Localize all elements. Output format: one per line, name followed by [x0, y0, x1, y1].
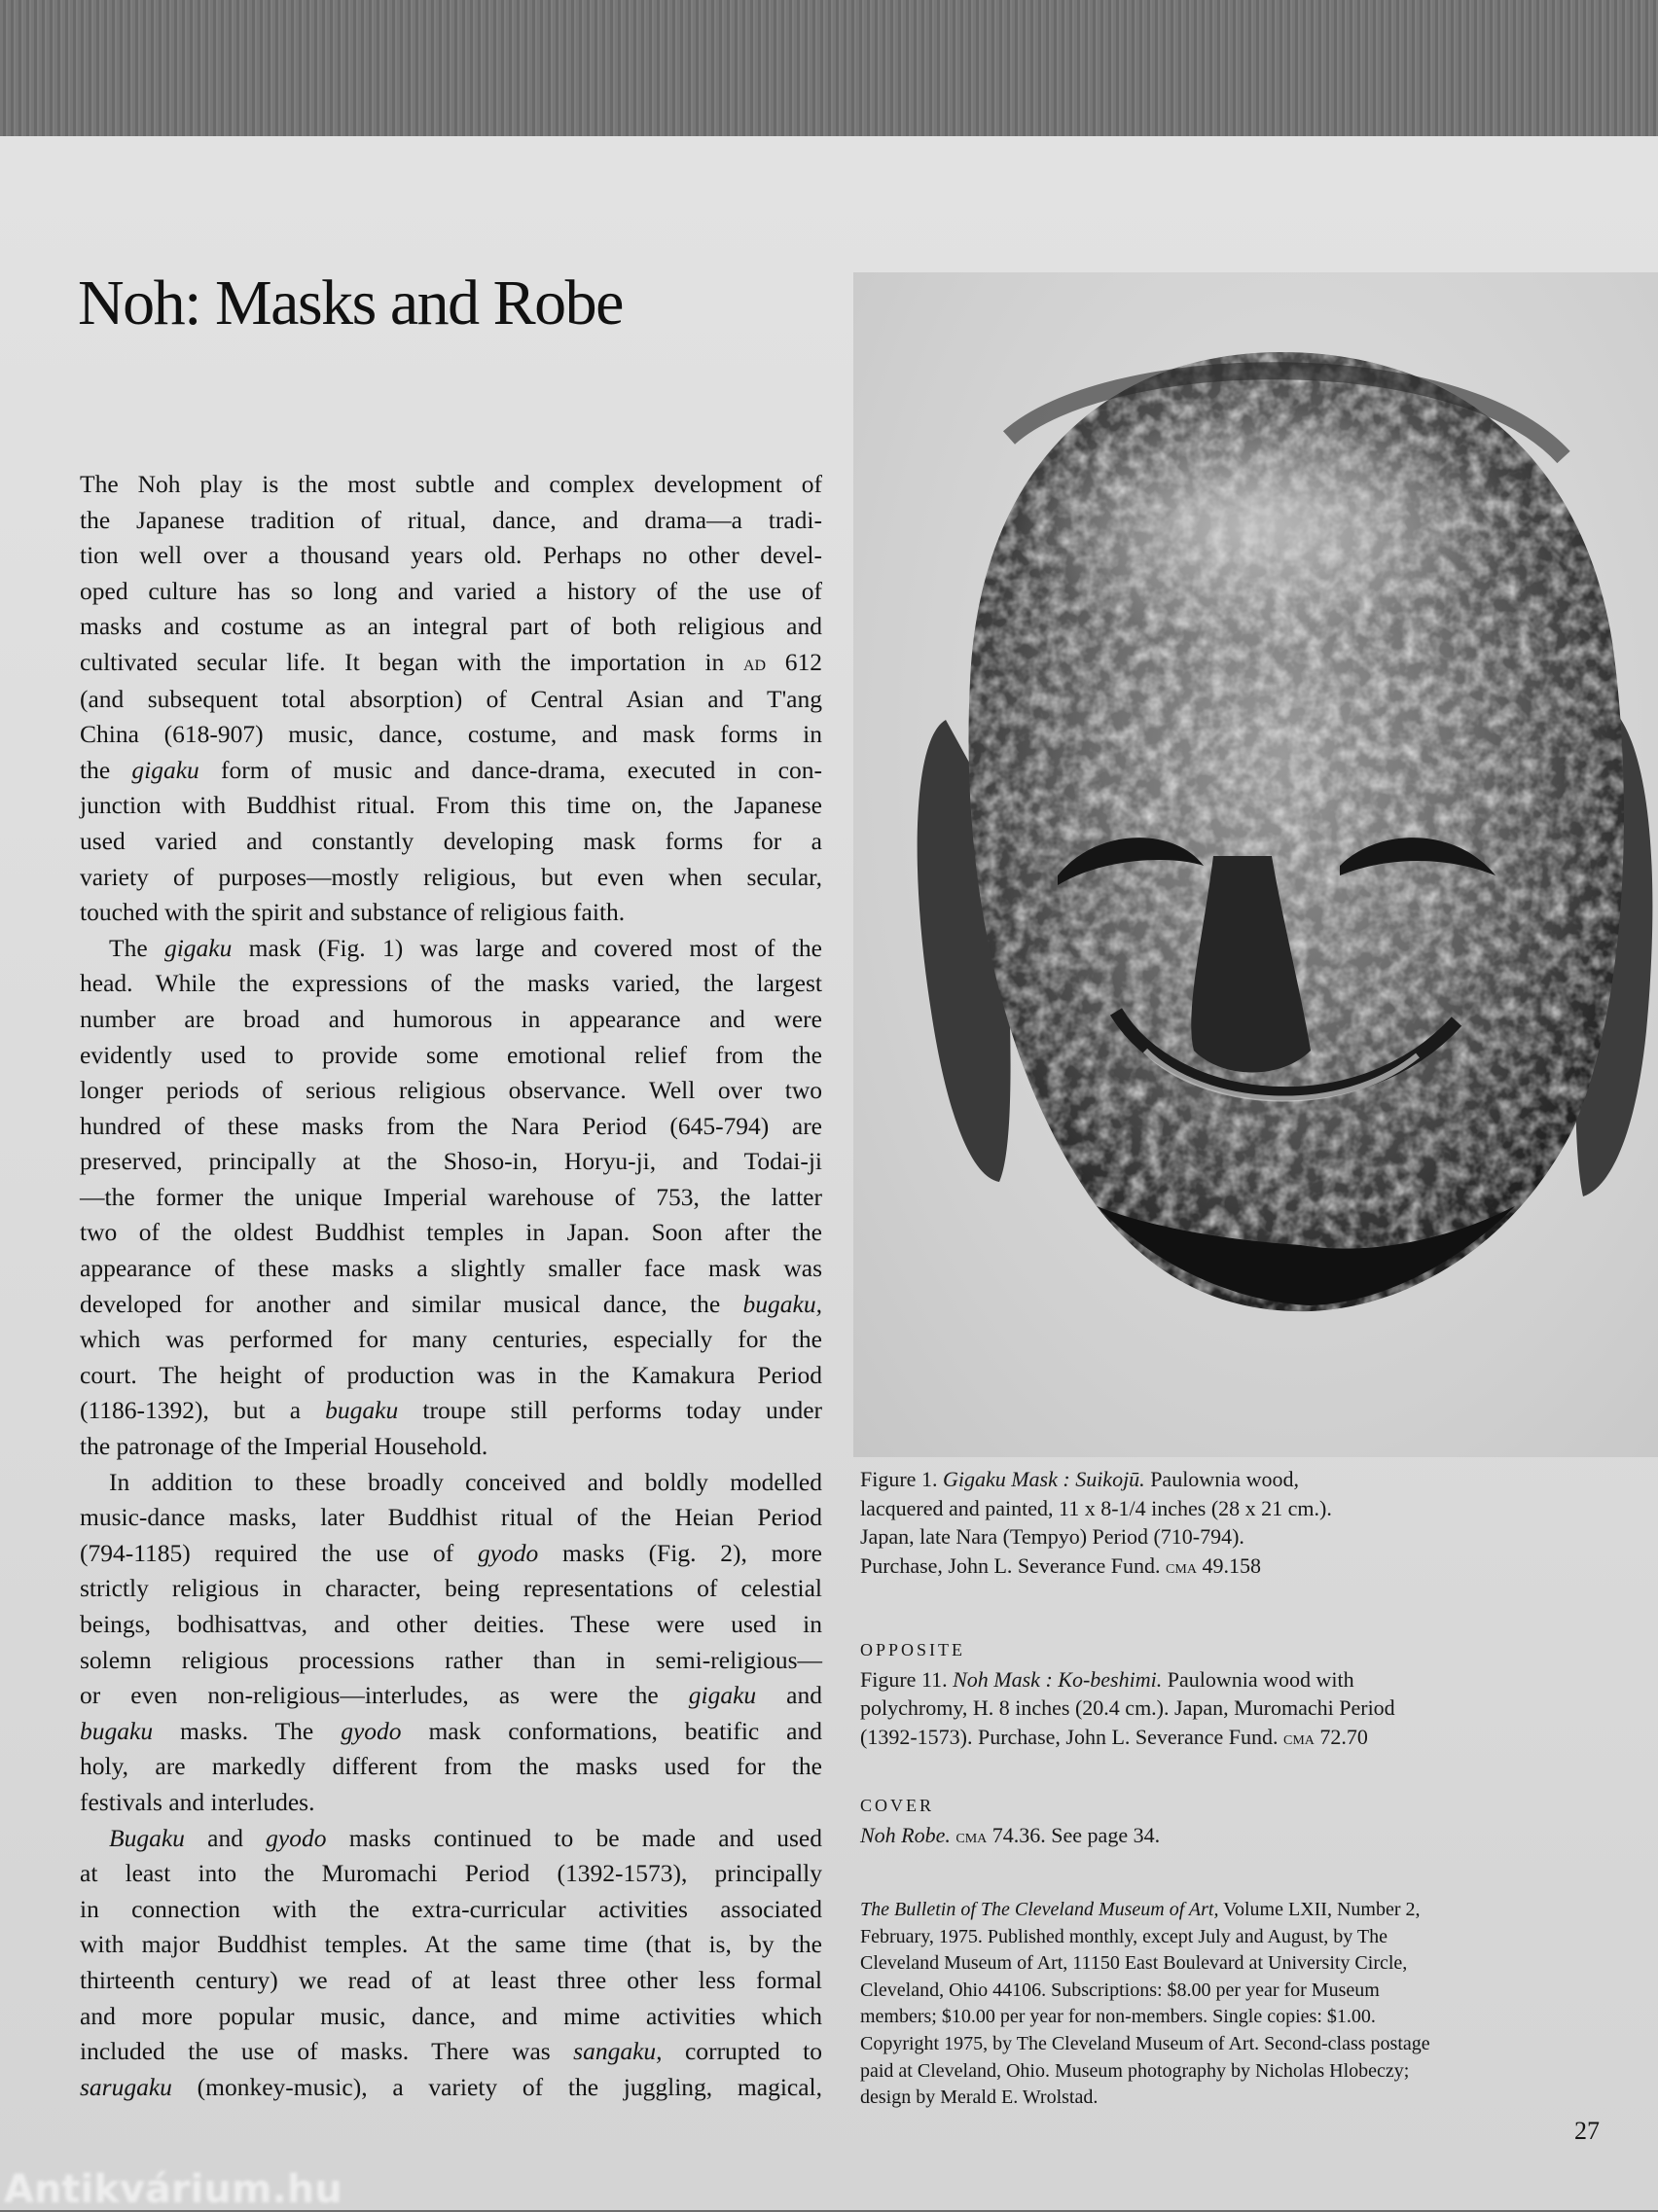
- text-run: festivals and interludes.: [80, 1787, 315, 1816]
- text-run: form of music and dance-drama, executed in con-: [198, 755, 822, 784]
- body-text-line: [80, 788, 822, 824]
- gigaku-mask-photo: [853, 272, 1658, 1457]
- text-run: solemn religious processions rather than in semi-religious—: [80, 1645, 822, 1674]
- opposite-label: OPPOSITE: [860, 1640, 966, 1659]
- text-run: paid at Cleveland, Ohio. Museum photography by Nicholas Hlobeczy;: [860, 2059, 1410, 2082]
- small-caps-text: ad: [742, 650, 767, 676]
- text-run: the Japanese tradition of ritual, dance, and drama—a tradi-: [80, 505, 822, 534]
- caption-line: [860, 1924, 1639, 1951]
- text-run: and more popular music, dance, and mime activities which: [80, 2001, 822, 2030]
- caption-line: [860, 1552, 1332, 1583]
- caption-line: [860, 2085, 1639, 2112]
- small-caps-text: cma: [955, 1825, 988, 1847]
- cover-caption: [860, 1792, 1160, 1851]
- text-run: the patronage of the Imperial Household.: [80, 1432, 488, 1461]
- text-run: Japan, late Nara (Tempyo) Period (710-794).: [860, 1524, 1244, 1549]
- text-run: beings, bodhisattvas, and other deities. These were used in: [80, 1610, 822, 1638]
- body-text-line: [80, 1643, 822, 1679]
- text-run: cultivated secular life. It began with the importation in: [80, 647, 743, 676]
- italic-text: Gigaku Mask : Suikojū.: [942, 1467, 1145, 1491]
- text-run: or even non-religious—interludes, as were the: [80, 1681, 689, 1710]
- body-text-line: [80, 609, 822, 645]
- italic-text: gigaku: [131, 755, 199, 784]
- text-run: Cleveland Museum of Art, 11150 East Boulevard at University Circle,: [860, 1952, 1408, 1975]
- article-body: [80, 467, 822, 2105]
- italic-text: gigaku: [163, 933, 233, 962]
- text-run: strictly religious in character, being representations of celestial: [80, 1574, 822, 1603]
- italic-text: bugaku: [80, 1716, 154, 1745]
- body-text-line: [80, 1287, 822, 1323]
- text-run: China (618-907) music, dance, costume, and mask forms in: [80, 720, 822, 749]
- text-run: court. The height of production was in the Kamakura Period: [80, 1360, 822, 1389]
- body-text-line: [80, 895, 822, 931]
- text-run: Figure 1.: [860, 1467, 943, 1491]
- text-run: tion well over a thousand years old. Perhaps no other devel-: [80, 541, 822, 570]
- small-caps-text: cma: [1283, 1727, 1315, 1749]
- text-run: members; $10.00 per year for non-members. Single copies: $1.00.: [860, 2006, 1376, 2028]
- body-text-line: [80, 1856, 822, 1892]
- text-run: Copyright 1975, by The Cleveland Museum of Art. Second-class postage: [860, 2032, 1430, 2054]
- body-text-line: [80, 682, 822, 718]
- body-text-line: [80, 538, 822, 574]
- text-run: preserved, principally at the Shoso-in, Horyu-ji, and Todai-ji: [80, 1147, 822, 1176]
- body-text-line: [80, 2034, 822, 2070]
- opposite-caption: [860, 1636, 1395, 1753]
- body-text-line: [80, 1607, 822, 1643]
- text-run: Volume LXII, Number 2,: [1218, 1899, 1421, 1920]
- italic-text: bugaku: [325, 1396, 399, 1425]
- text-run: the: [80, 755, 132, 784]
- italic-text: gyodo: [266, 1823, 327, 1852]
- text-run: touched with the spirit and substance of religious faith.: [80, 898, 626, 927]
- caption-line: [860, 1950, 1639, 1978]
- italic-text: Noh Robe.: [860, 1822, 951, 1847]
- body-text-line: [80, 1785, 822, 1821]
- body-text-line: [80, 1714, 822, 1750]
- text-run: evidently used to provide some emotional relief from the: [80, 1040, 822, 1069]
- text-run: Paulownia wood with: [1162, 1666, 1354, 1692]
- text-run: longer periods of serious religious observance. Well over two: [80, 1076, 822, 1105]
- text-run: mask (Fig. 1) was large and covered most of the: [232, 933, 822, 962]
- italic-text: sarugaku: [80, 2072, 172, 2101]
- text-run: oped culture has so long and varied a history of the use of: [80, 576, 822, 605]
- text-run: 612: [766, 647, 823, 676]
- page-title: Noh: Masks and Robe: [78, 268, 623, 339]
- body-text-line: [80, 1821, 822, 1857]
- small-caps-text: cma: [1166, 1555, 1197, 1578]
- page-number: 27: [1574, 2117, 1600, 2145]
- italic-text: gyodo: [477, 1538, 539, 1567]
- text-run: with major Buddhist temples. At the same time (that is, by the: [80, 1930, 822, 1959]
- body-text-line: [80, 1073, 822, 1109]
- body-text-line: [80, 1963, 822, 1999]
- body-text-line: [80, 753, 822, 789]
- body-text-line: [80, 1999, 822, 2035]
- text-run: corrupted to: [662, 2037, 822, 2066]
- body-text-line: [80, 1749, 822, 1785]
- text-run: used varied and constantly developing mask forms for a: [80, 826, 822, 855]
- body-text-line: [80, 1393, 822, 1429]
- text-run: The Noh play is the most subtle and complex development of: [80, 470, 822, 498]
- figure-1-caption: [860, 1465, 1332, 1582]
- italic-text: Noh Mask : Ko-beshimi.: [953, 1666, 1163, 1692]
- text-run: (1186-1392), but a: [80, 1396, 326, 1425]
- cover-label: COVER: [860, 1796, 935, 1815]
- figure-11-caption: [860, 1665, 1395, 1754]
- text-run: 74.36. See page 34.: [987, 1822, 1161, 1847]
- body-text-line: [80, 1536, 822, 1572]
- italic-text: gyodo: [341, 1716, 402, 1745]
- caption-line: [860, 1665, 1395, 1695]
- body-text-line: [80, 1892, 822, 1928]
- body-text-line: [80, 931, 822, 967]
- body-text-line: [80, 717, 822, 753]
- text-run: 72.70: [1314, 1724, 1368, 1749]
- text-run: in connection with the extra-curricular activities associated: [80, 1894, 822, 1923]
- text-run: appearance of these masks a slightly smaller face mask was: [80, 1254, 822, 1283]
- caption-line: [860, 2004, 1639, 2031]
- caption-line: [860, 2031, 1639, 2058]
- text-run: music-dance masks, later Buddhist ritual of the Heian Period: [80, 1503, 822, 1532]
- caption-line: [860, 1978, 1639, 2005]
- body-text-line: [80, 1429, 822, 1465]
- caption-line: [860, 1694, 1395, 1723]
- body-text-line: [80, 574, 822, 610]
- text-run: (1392-1573). Purchase, John L. Severance Fund.: [860, 1724, 1284, 1749]
- watermark-logo: Antikvárium.hu: [4, 2167, 342, 2212]
- text-run: mask conformations, beatific and: [401, 1716, 822, 1745]
- text-run: junction with Buddhist ritual. From this time on, the Japanese: [80, 791, 822, 820]
- italic-text: bugaku,: [742, 1289, 822, 1318]
- caption-line: [860, 1723, 1395, 1754]
- italic-text: gigaku: [688, 1681, 757, 1710]
- text-run: 49.158: [1196, 1552, 1261, 1578]
- text-run: number are broad and humorous in appearance and were: [80, 1004, 822, 1033]
- caption-line: [860, 1494, 1332, 1523]
- text-run: Cleveland, Ohio 44106. Subscriptions: $8.00 per year for Museum: [860, 1979, 1380, 2001]
- text-run: holy, are markedly different from the masks used for the: [80, 1752, 822, 1781]
- caption-line: [860, 1522, 1332, 1552]
- body-text-line: [80, 1322, 822, 1358]
- text-run: (794-1185) required the use of: [80, 1538, 478, 1567]
- text-run: masks and costume as an integral part of both religious and: [80, 612, 822, 641]
- body-text-line: [80, 966, 822, 1002]
- body-text-line: [80, 860, 822, 896]
- text-run: masks (Fig. 2), more: [538, 1538, 822, 1567]
- text-run: design by Merald E. Wrolstad.: [860, 2087, 1099, 2109]
- caption-line: [860, 1465, 1332, 1494]
- caption-line: [860, 1897, 1639, 1924]
- text-run: at least into the Muromachi Period (1392-1573), principally: [80, 1859, 822, 1888]
- body-text-line: [80, 1500, 822, 1536]
- text-run: masks continued to be made and used: [326, 1823, 822, 1852]
- text-run: hundred of these masks from the Nara Period (645-794) are: [80, 1111, 822, 1140]
- text-run: February, 1975. Published monthly, except July and August, by The: [860, 1925, 1388, 1947]
- body-text-line: [80, 1358, 822, 1394]
- caption-line: [860, 2058, 1639, 2086]
- italic-text: The Bulletin of The Cleveland Museum of Art,: [860, 1899, 1219, 1920]
- body-text-line: [80, 1215, 822, 1251]
- body-text-line: [80, 645, 822, 682]
- body-text-line: [80, 1180, 822, 1216]
- body-text-line: [80, 1038, 822, 1074]
- text-run: Paulownia wood,: [1144, 1467, 1299, 1491]
- body-text-line: [80, 1678, 822, 1714]
- body-text-line: [80, 467, 822, 503]
- text-run: and: [756, 1681, 822, 1710]
- body-text-line: [80, 824, 822, 860]
- text-run: thirteenth century) we read of at least three other less formal: [80, 1965, 822, 1994]
- text-run: lacquered and painted, 11 x 8-1/4 inches (28 x 21 cm.).: [860, 1495, 1332, 1520]
- body-text-line: [80, 1251, 822, 1287]
- text-run: Figure 11.: [860, 1666, 954, 1692]
- cover-caption-text: [860, 1821, 1160, 1852]
- text-run: developed for another and similar musical dance, the: [80, 1289, 743, 1318]
- body-text-line: [80, 1144, 822, 1180]
- text-run: troupe still performs today under: [398, 1396, 823, 1425]
- text-run: head. While the expressions of the masks varied, the largest: [80, 969, 822, 998]
- body-text-line: [80, 1571, 822, 1607]
- text-run: (and subsequent total absorption) of Central Asian and T'ang: [80, 684, 822, 713]
- bulletin-colophon: [860, 1897, 1639, 2112]
- italic-text: Bugaku: [109, 1823, 185, 1852]
- body-text-line: [80, 503, 822, 539]
- body-text-line: [80, 1927, 822, 1963]
- mask-image: [853, 272, 1658, 1457]
- body-text-line: [80, 1109, 822, 1145]
- text-run: and: [184, 1823, 267, 1852]
- text-run: —the former the unique Imperial warehouse of 753, the latter: [80, 1182, 822, 1211]
- body-text-line: [80, 2070, 822, 2106]
- text-run: In addition to these broadly conceived and boldly modelled: [109, 1467, 822, 1496]
- text-run: masks. The: [153, 1716, 342, 1745]
- body-text-line: [80, 1465, 822, 1501]
- text-run: which was performed for many centuries, especially for the: [80, 1325, 822, 1354]
- text-run: The: [109, 933, 164, 962]
- caption-line: [860, 1821, 1160, 1852]
- text-run: (monkey-music), a variety of the juggling, magical,: [171, 2072, 822, 2101]
- text-run: two of the oldest Buddhist temples in Japan. Soon after the: [80, 1218, 822, 1247]
- italic-text: sangaku,: [573, 2037, 663, 2066]
- text-run: variety of purposes—mostly religious, but even when secular,: [80, 862, 822, 891]
- body-text-line: [80, 1002, 822, 1038]
- text-run: Purchase, John L. Severance Fund.: [860, 1552, 1167, 1578]
- text-run: polychromy, H. 8 inches (20.4 cm.). Japan, Muromachi Period: [860, 1695, 1395, 1720]
- text-run: included the use of masks. There was: [80, 2037, 574, 2066]
